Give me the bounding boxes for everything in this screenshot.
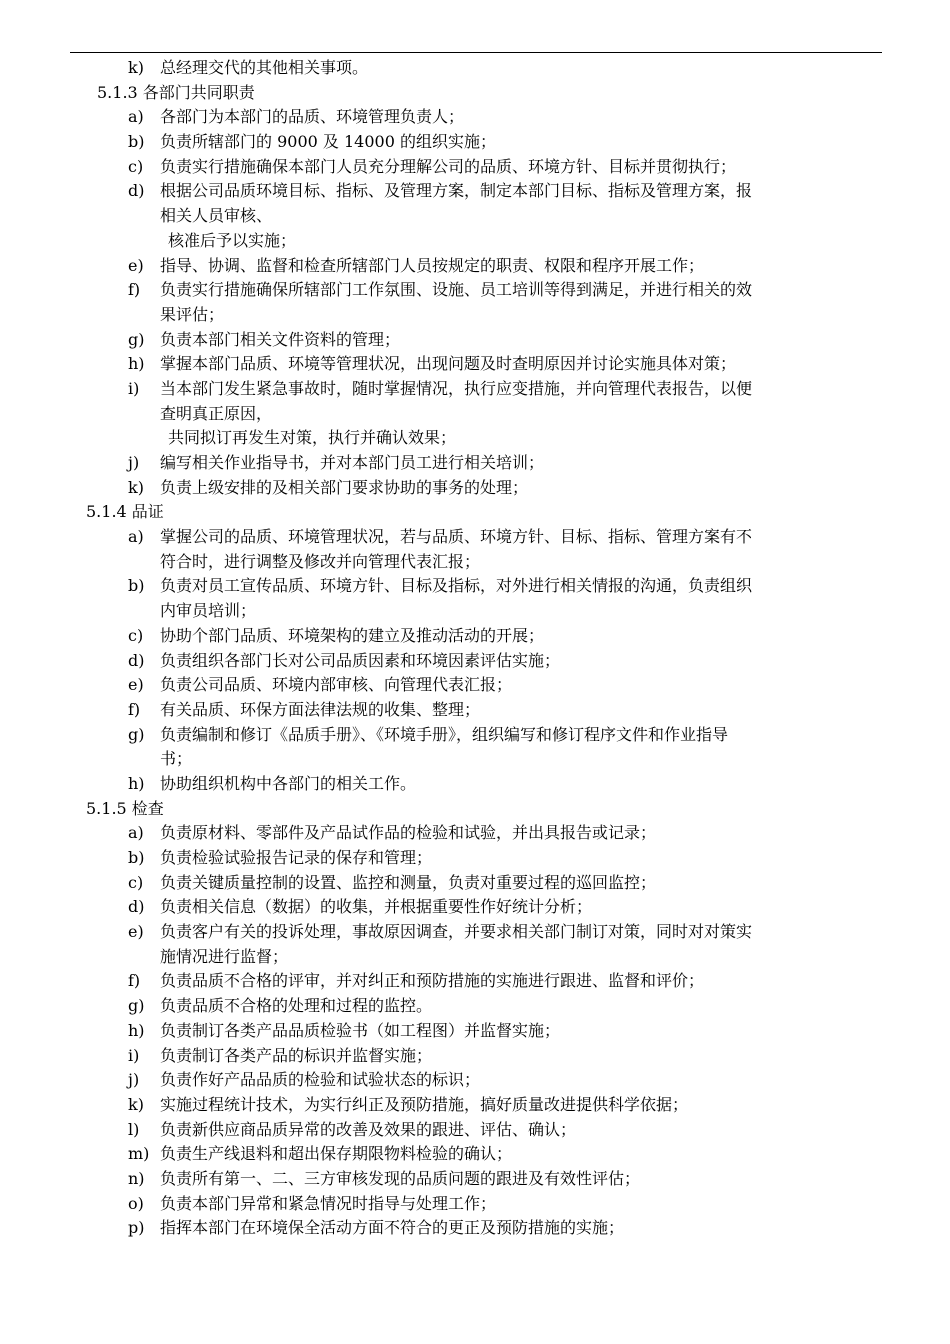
item-text: 掌握本部门品质、环境等管理状况，出现问题及时查明原因并讨论实施具体对策； [160,354,737,374]
item-label: e) [128,922,144,942]
item-text: 协助组织机构中各部门的相关工作。 [160,773,417,793]
item-text: 负责实行措施确保本部门人员充分理解公司的品质、环境方针、目标并贯彻执行； [160,156,737,176]
item-text: 负责品质不合格的处理和过程的监控。 [160,996,433,1016]
list-item [0,56,950,81]
item-label: g) [128,996,145,1016]
list-item [0,155,950,180]
list-item-continuation [0,550,950,575]
item-text: 负责组织各部门长对公司品质因素和环境因素评估实施； [160,650,561,670]
list-item [0,1142,950,1167]
list-item [0,179,950,204]
item-text: 指挥本部门在环境保全活动方面不符合的更正及预防措施的实施； [160,1218,625,1238]
list-item [0,920,950,945]
item-text: 负责编制和修订《品质手册》、《环境手册》，组织编写和修订程序文件和作业指导 [160,724,729,744]
section-title: 5.1.4 品证 [86,502,164,522]
item-label: a) [128,527,144,547]
item-label: p) [128,1218,145,1238]
list-item-continuation [0,402,950,427]
item-label: h) [128,773,145,793]
list-item [0,1019,950,1044]
item-label: h) [128,354,145,374]
list-item [0,254,950,279]
list-item [0,1216,950,1241]
item-label: b) [128,848,145,867]
list-item [0,969,950,994]
item-text: 负责所有第一、二、三方审核发现的品质问题的跟进及有效性评估； [160,1168,641,1188]
item-text: 总经理交代的其他相关事项。 [160,58,369,77]
item-label: c) [128,156,144,176]
item-text: 负责关键质量控制的设置、监控和测量，负责对重要过程的巡回监控； [160,872,657,892]
item-text-continued: 相关人员审核、 [160,206,273,226]
item-text: 负责所辖部门的 9000 及 14000 的组织实施； [160,132,496,152]
item-text: 负责品质不合格的评审，并对纠正和预防措施的实施进行跟进、监督和评价； [160,971,705,991]
list-item-continuation [0,747,950,772]
list-item [0,525,950,550]
list-item [0,624,950,649]
item-text: 负责作好产品品质的检验和试验状态的标识； [160,1070,481,1090]
document-page [0,56,950,1344]
list-item [0,476,950,501]
section-title: 5.1.5 检查 [86,798,164,818]
list-item-continuation [0,229,950,254]
item-text-continued: 符合时，进行调整及修改并向管理代表汇报； [160,551,481,571]
item-label: k) [128,477,144,497]
item-text: 各部门为本部门的品质、环境管理负责人； [160,107,465,127]
list-item-continuation [0,204,950,229]
item-label: e) [128,675,144,695]
list-item [0,105,950,130]
list-item [0,278,950,303]
section-title: 5.1.3 各部门共同职责 [97,82,255,102]
list-item [0,649,950,674]
list-item [0,698,950,723]
item-text: 负责相关信息（数据）的收集，并根据重要性作好统计分析； [160,897,593,917]
item-label: b) [128,132,145,152]
list-item [0,895,950,920]
item-label: g) [128,724,145,744]
list-item [0,846,950,871]
item-text-continued: 查明真正原因， [160,403,273,423]
list-item [0,574,950,599]
list-item [0,723,950,748]
item-text-continued: 果评估； [160,304,225,324]
item-label: d) [128,897,145,917]
item-label: i) [128,378,140,398]
item-label: d) [128,181,145,201]
item-label: m) [128,1144,150,1164]
item-text: 实施过程统计技术，为实行纠正及预防措施，搞好质量改进提供科学依据； [160,1094,689,1114]
list-item [0,328,950,353]
list-item [0,673,950,698]
list-item-continuation [0,599,950,624]
list-item-continuation [0,303,950,328]
item-text: 负责本部门相关文件资料的管理； [160,329,401,349]
item-text: 有关品质、环保方面法律法规的收集、整理； [160,699,481,719]
list-item [0,1044,950,1069]
item-label: k) [128,58,144,77]
header-rule [70,52,882,53]
list-item [0,772,950,797]
item-text: 负责制订各类产品品质检验书（如工程图）并监督实施； [160,1020,561,1040]
item-label: e) [128,255,144,275]
item-text: 指导、协调、监督和检查所辖部门人员按规定的职责、权限和程序开展工作； [160,255,705,275]
list-item-continuation [0,945,950,970]
item-label: f) [128,699,141,719]
item-text: 负责本部门异常和紧急情况时指导与处理工作； [160,1193,497,1213]
item-label: h) [128,1020,145,1040]
item-label: c) [128,625,144,645]
item-text: 负责公司品质、环境内部审核、向管理代表汇报； [160,675,513,695]
item-text: 根据公司品质环境目标、指标、及管理方案，制定本部门目标、指标及管理方案，报 [160,181,753,201]
item-text: 负责对员工宣传品质、环境方针、目标及指标，对外进行相关情报的沟通，负责组织 [160,576,753,596]
list-item [0,1167,950,1192]
item-text: 负责生产线退料和超出保存期限物料检验的确认； [160,1144,513,1164]
list-item [0,871,950,896]
list-item [0,994,950,1019]
item-label: f) [128,971,141,991]
item-text-continued: 内审员培训； [160,601,257,621]
section-heading-514 [0,500,950,525]
section-heading-515 [0,797,950,822]
item-label: o) [128,1193,144,1213]
item-label: j) [128,1070,140,1090]
item-text-indented: 核准后予以实施； [168,230,297,250]
item-text: 掌握公司的品质、环境管理状况，若与品质、环境方针、目标、指标、管理方案有不 [160,527,753,547]
item-text: 当本部门发生紧急事故时，随时掌握情况，执行应变措施，并向管理代表报告，以便 [160,378,753,398]
section-heading-513 [0,81,950,106]
item-text: 负责新供应商品质异常的改善及效果的跟进、评估、确认； [160,1119,577,1139]
list-item [0,1192,950,1217]
item-label: a) [128,107,144,127]
item-text: 编写相关作业指导书，并对本部门员工进行相关培训； [160,453,545,472]
list-item [0,377,950,402]
list-item [0,1093,950,1118]
item-label: d) [128,650,145,670]
item-text: 负责实行措施确保所辖部门工作氛围、设施、员工培训等得到满足，并进行相关的效 [160,280,753,300]
item-text: 负责上级安排的及相关部门要求协助的事务的处理； [160,477,529,497]
list-item [0,1068,950,1093]
list-item-continuation [0,426,950,451]
item-label: g) [128,329,145,349]
list-item [0,451,950,476]
item-text-indented: 共同拟订再发生对策，执行并确认效果； [168,428,457,448]
list-item [0,821,950,846]
list-item [0,130,950,155]
list-item [0,352,950,377]
item-text-continued: 施情况进行监督； [160,946,289,966]
item-label: l) [128,1119,140,1139]
item-label: c) [128,872,144,892]
item-label: f) [128,280,141,300]
item-text: 协助个部门品质、环境架构的建立及推动活动的开展； [160,625,545,645]
item-text-continued: 书； [160,749,193,769]
item-text: 负责制订各类产品的标识并监督实施； [160,1045,433,1065]
item-text: 负责检验试验报告记录的保存和管理； [160,848,433,867]
item-label: i) [128,1045,140,1065]
item-label: j) [128,453,140,472]
item-text: 负责客户有关的投诉处理，事故原因调查，并要求相关部门制订对策，同时对对策实 [160,922,753,942]
item-label: k) [128,1094,144,1114]
item-label: a) [128,823,144,843]
item-label: b) [128,576,145,596]
item-text: 负责原材料、零部件及产品试作品的检验和试验，并出具报告或记录； [160,823,657,843]
item-label: n) [128,1168,145,1188]
list-item [0,1118,950,1143]
